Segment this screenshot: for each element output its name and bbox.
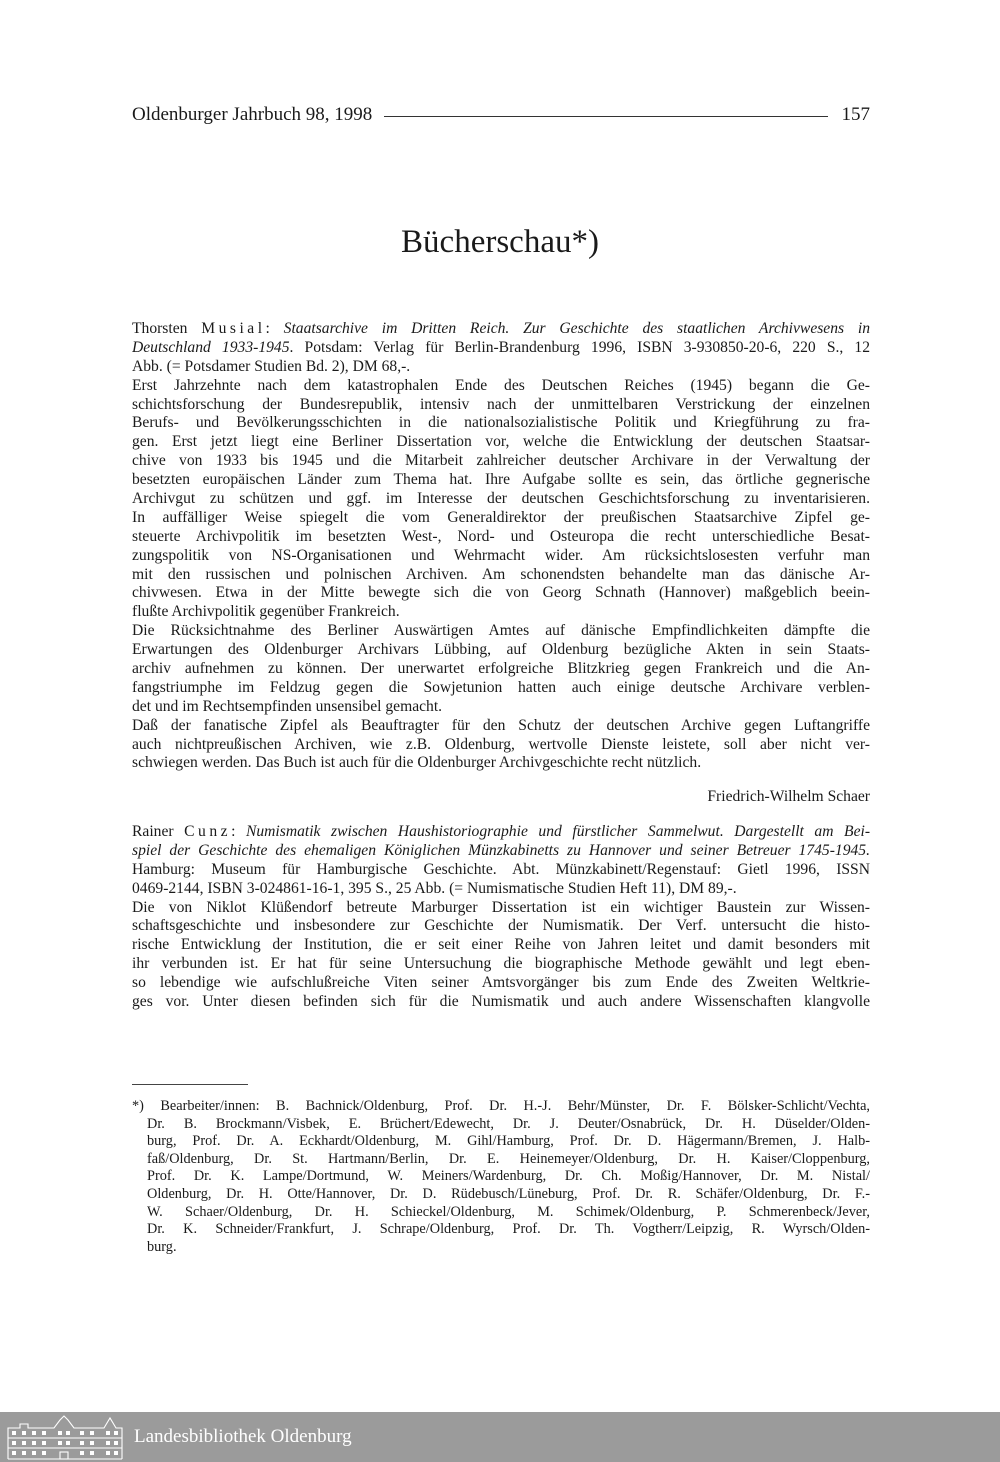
citation-line xyxy=(132,880,870,899)
journal-title: Oldenburger Jahrbuch 98, 1998 xyxy=(132,104,373,125)
body-line: ihr verbunden ist. Er hat für seine Untersuchung die biographische Methode gewählt und legt eben- xyxy=(132,955,870,973)
body-line: archiv aufnehmen zu können. Der unerwartet erfolgreiche Blitzkrieg gegen Frankreich und die An- xyxy=(132,660,870,678)
citation-text: Rainer xyxy=(132,823,185,840)
body-line: ges vor. Unter diesen befinden sich für die Numismatik und auch andere Wissenschaften klangvolle xyxy=(132,993,870,1011)
library-name: Landesbibliothek Oldenburg xyxy=(134,1426,352,1447)
body-line: Erwartungen des Oldenburger Archivars Lübbing, auf Oldenburg bezügliche Akten in sein Staats- xyxy=(132,641,870,659)
book-title: Numismatik zwischen Haushistoriographie und fürstlicher Sammelwut. Dargestellt am Bei- xyxy=(245,823,870,840)
citation-line xyxy=(132,823,870,842)
review-2-body xyxy=(132,899,870,1012)
footnote xyxy=(132,1098,870,1256)
body-line: gen. Erst jetzt liegt eine Berliner Dissertation vor, welche die Entwicklung der deutschen Staatsar- xyxy=(132,433,870,451)
body-line: Die Rücksichtnahme des Berliner Auswärtigen Amtes auf dänische Empfindlichkeiten dämpfte die xyxy=(132,622,870,640)
body-line: schichtsforschung der Bundesrepublik, intensiv nach der unmittelbaren Verstrickung der einzelnen xyxy=(132,395,870,413)
citation-line xyxy=(132,339,870,358)
body-line: flußte Archivpolitik gegenüber Frankreich. xyxy=(132,603,400,621)
body-line: schaftsgeschichte und insbesondere zur Geschichte der Numismatik. Der Verf. untersucht die histo- xyxy=(132,917,870,935)
citation-line xyxy=(132,320,870,339)
citation-text: Abb. (= Potsdamer Studien Bd. 2), DM 68,-. xyxy=(132,357,411,375)
footnote-line: Prof. Dr. K. Lampe/Dortmund, W. Meiners/Wardenburg, Dr. Ch. Moßig/Hannover, Dr. M. Nistal/ xyxy=(147,1168,870,1185)
body-line: besetzten europäischen Länder zum Thema hat. Ihre Aufgabe sollte es sein, das örtliche gegnerische xyxy=(132,471,870,489)
citation-line xyxy=(132,861,870,880)
body-line: Archivgut zu schützen und ggf. im Interesse der deutschen Geschichtsforschung zu inventarisieren. xyxy=(132,490,870,508)
footnote-line: faß/Oldenburg, Dr. St. Hartmann/Berlin, Dr. E. Heinemeyer/Oldenburg, Dr. H. Kaiser/Cloppenburg, xyxy=(147,1150,870,1167)
footnote-line: burg. xyxy=(147,1238,177,1255)
body-line: steuerte Archivpolitik im besetzten West-, Nord- und Osteuropa die recht unterschiedliche Besat- xyxy=(132,527,870,545)
citation-text: : xyxy=(265,320,284,337)
review-1-body xyxy=(132,377,870,774)
body-line: det und im Rechtsempfinden unsensibel gemacht. xyxy=(132,697,443,715)
author-surname: Cunz xyxy=(184,823,232,840)
review-2 xyxy=(132,823,870,1012)
body-line: Daß der fanatische Zipfel als Beauftragter für den Schutz der deutschen Archive gegen Luftangriffe xyxy=(132,716,870,734)
page-number: 157 xyxy=(841,104,870,125)
citation-text: Thorsten xyxy=(132,320,202,337)
page-title: Bücherschau*) xyxy=(401,224,599,260)
body-line: mit den russischen und polnischen Archiven. Am schonendsten behandelte man das dänische Ar- xyxy=(132,565,870,583)
review-1 xyxy=(132,320,870,807)
review-2-citation xyxy=(132,823,870,899)
citation-text: Hamburg: Museum für Hamburgische Geschichte. Abt. Münzkabinett/Regenstauf: Gietl 1996, ISSN xyxy=(132,860,870,878)
footnote-line: Dr. B. Brockmann/Visbek, E. Brüchert/Edewecht, Dr. J. Deuter/Osnabrück, Dr. H. Düselder/Olden- xyxy=(147,1115,870,1132)
book-title: Staatsarchive im Dritten Reich. Zur Geschichte des staatlichen Archivwesens in xyxy=(283,320,870,337)
review-1-citation xyxy=(132,320,870,377)
library-building-icon xyxy=(6,1414,124,1460)
author-surname: Musial xyxy=(201,320,266,337)
running-header xyxy=(132,103,870,127)
body-line: Die von Niklot Klüßendorf betreute Marburger Dissertation ist ein wichtiger Baustein zur Wissen- xyxy=(132,898,870,916)
footnote-line: Dr. K. Schneider/Frankfurt, J. Schrape/Oldenburg, Prof. Dr. Th. Vogtherr/Leipzig, R. Wyrsch/Olden- xyxy=(147,1221,870,1238)
body-line: In auffälliger Weise spiegelt die vom Generaldirektor der preußischen Staatsarchive Zipfel ge- xyxy=(132,508,870,526)
body-line: so lebendige wie aufschlußreiche Viten seiner Amtsvorgänger bis zum Ende des Zweiten Weltkrie- xyxy=(132,974,870,992)
footnote-rule xyxy=(132,1084,248,1085)
body-line: rische Entwicklung der Institution, die er seit einer Reihe von Jahren leitet und damit besonders mit xyxy=(132,936,870,954)
citation-text: . Potsdam: Verlag für Berlin-Brandenburg 1996, ISBN 3-930850-20-6, 220 S., 12 xyxy=(289,338,870,356)
header-rule xyxy=(384,116,827,117)
body-line: fangstriumphe im Feldzug gegen die Sowjetunion hatten auch einige deutsche Archivare verblen- xyxy=(132,678,870,696)
body-line: auch nichtpreußischen Archiven, wie z.B. Oldenburg, wertvolle Dienste leistete, soll aber nicht ver- xyxy=(132,735,870,753)
body-line: chivwesen. Etwa in der Mitte bewegte sich die von Georg Schnath (Hannover) maßgeblich beein- xyxy=(132,584,870,602)
body-line: Erst Jahrzehnte nach dem katastrophalen Ende des Deutschen Reiches (1945) begann die Ge- xyxy=(132,376,870,394)
footnote-line: Oldenburg, Dr. H. Otte/Hannover, Dr. D. Rüdebusch/Lüneburg, Prof. Dr. R. Schäfer/Oldenburg, Dr. F.- xyxy=(147,1185,870,1202)
book-title: spiel der Geschichte des ehemaligen Königlichen Münzkabinetts zu Hannover und seiner Betreuer 1745-1945. xyxy=(132,841,870,859)
body-line: Berufs- und Bevölkerungsschichten in die nationalsozialistische Politik und Kriegführung zu fra- xyxy=(132,414,870,432)
body-line: schwiegen werden. Das Buch ist auch für die Oldenburger Archivgeschichte recht nützlich. xyxy=(132,754,702,772)
library-banner xyxy=(0,1412,1000,1462)
footnote-line: burg, Prof. Dr. A. Eckhardt/Oldenburg, M. Gihl/Hamburg, Prof. Dr. D. Hägermann/Bremen, J. Halb- xyxy=(147,1133,870,1150)
footnote-line: W. Schaer/Oldenburg, Dr. H. Schieckel/Oldenburg, M. Schimek/Oldenburg, P. Schmerenbeck/Jever, xyxy=(147,1203,870,1220)
body-line: chive von 1933 bis 1945 und die Mitarbeit zahlreicher deutscher Archivare in der Verwaltung der xyxy=(132,452,870,470)
footnote-line: *) Bearbeiter/innen: B. Bachnick/Oldenburg, Prof. Dr. H.-J. Behr/Münster, Dr. F. Bölsker-Schlicht/Vechta, xyxy=(132,1098,870,1114)
review-1-reviewer: Friedrich-Wilhelm Schaer xyxy=(707,788,870,806)
citation-line xyxy=(132,358,870,377)
body-line: zungspolitik von NS-Organisationen und Wehrmacht wider. Am rücksichtslosesten verfuhr man xyxy=(132,546,870,564)
citation-text: 0469-2144, ISBN 3-024861-16-1, 395 S., 25 Abb. (= Numismatische Studien Heft 11), DM 89,-. xyxy=(132,879,737,897)
citation-text: : xyxy=(231,823,246,840)
citation-line xyxy=(132,842,870,861)
book-title: Deutschland 1933-1945 xyxy=(132,338,290,356)
